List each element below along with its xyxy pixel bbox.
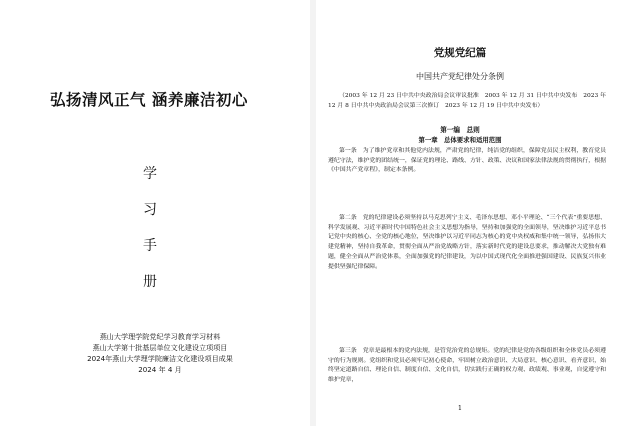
article-paragraph: 第三条 党章是最根本的党内法规，是管党治党的总规矩。党的纪律是党的各级组织和全体党员必须遵守的行为规则。党组织和党员必须牢记初心使命，牢固树立政治意识、大局意识、核心意识、看齐意识，始终坚定道路自信、理论自信、制度自信、文化自信，切实践行正确的权力观、政绩观、事业观，自觉遵守和维护党章， <box>328 348 606 384</box>
revision-note: （2003 年 12 月 23 日中共中央政治局会议审议批准 2003 年 12 月 31 日中共中央发布 2023 年 12 月 8 日中共中央政治局会议第三次修订 2023 年 12 月 19 日中共中央发布） <box>328 93 606 109</box>
colophon-line: 燕山大学第十批基层单位文化建设立项项目 <box>92 343 228 352</box>
colophon-date: 2024 年 4 月 <box>138 365 182 374</box>
vertical-char: 手 <box>143 238 157 254</box>
colophon <box>40 331 280 375</box>
cover-title: 弘扬清风正气 涵养廉洁初心 <box>50 90 248 109</box>
part-heading: 第一编 总则 <box>440 126 480 134</box>
chapter-heading: 第一章 总体要求和适用范围 <box>418 136 502 144</box>
section-heading: 党规党纪篇 <box>433 47 487 59</box>
article-paragraph: 第一条 为了维护党章和其他党内法规，严肃党的纪律，纯洁党的组织，保障党员民主权利，教育党员遵纪守法，维护党的团结统一，保证党的理论、路线、方针、政策、决议和国家法律法规的贯彻执行，根据《中国共产党章程》，制定本条例。 <box>328 148 606 174</box>
vertical-char: 册 <box>143 274 157 290</box>
vertical-title <box>140 156 160 300</box>
colophon-line: 2024年燕山大学理学院廉洁文化建设项目成果 <box>87 354 233 363</box>
vertical-char: 学 <box>143 166 157 182</box>
article-paragraph: 第二条 党的纪律建设必须坚持以马克思列宁主义、毛泽东思想、邓小平理论、“三个代表”重要思想、科学发展观、习近平新时代中国特色社会主义思想为指导，坚持和加强党的全面领导，坚决维护习近平总书记党中央的核心、全党的核心地位，坚决维护以习近平同志为核心的党中央权威和集中统一领导，弘扬伟大建党精神，坚持自我革命，贯彻全面从严治党战略方针，落实新时代党的建设总要求，推动解决大党独有难题，健全全面从严治党体系，全面加强党的纪律建设，为以中国式现代化全面推进强国建设、民族复兴伟业提供坚强纪律保障。 <box>328 215 606 270</box>
colophon-line: 燕山大学理学院党纪学习教育学习材料 <box>99 332 221 341</box>
page-number: 1 <box>457 404 463 412</box>
regulation-title: 中国共产党纪律处分条例 <box>416 72 504 81</box>
content-page <box>316 0 620 426</box>
vertical-char: 习 <box>143 202 157 218</box>
